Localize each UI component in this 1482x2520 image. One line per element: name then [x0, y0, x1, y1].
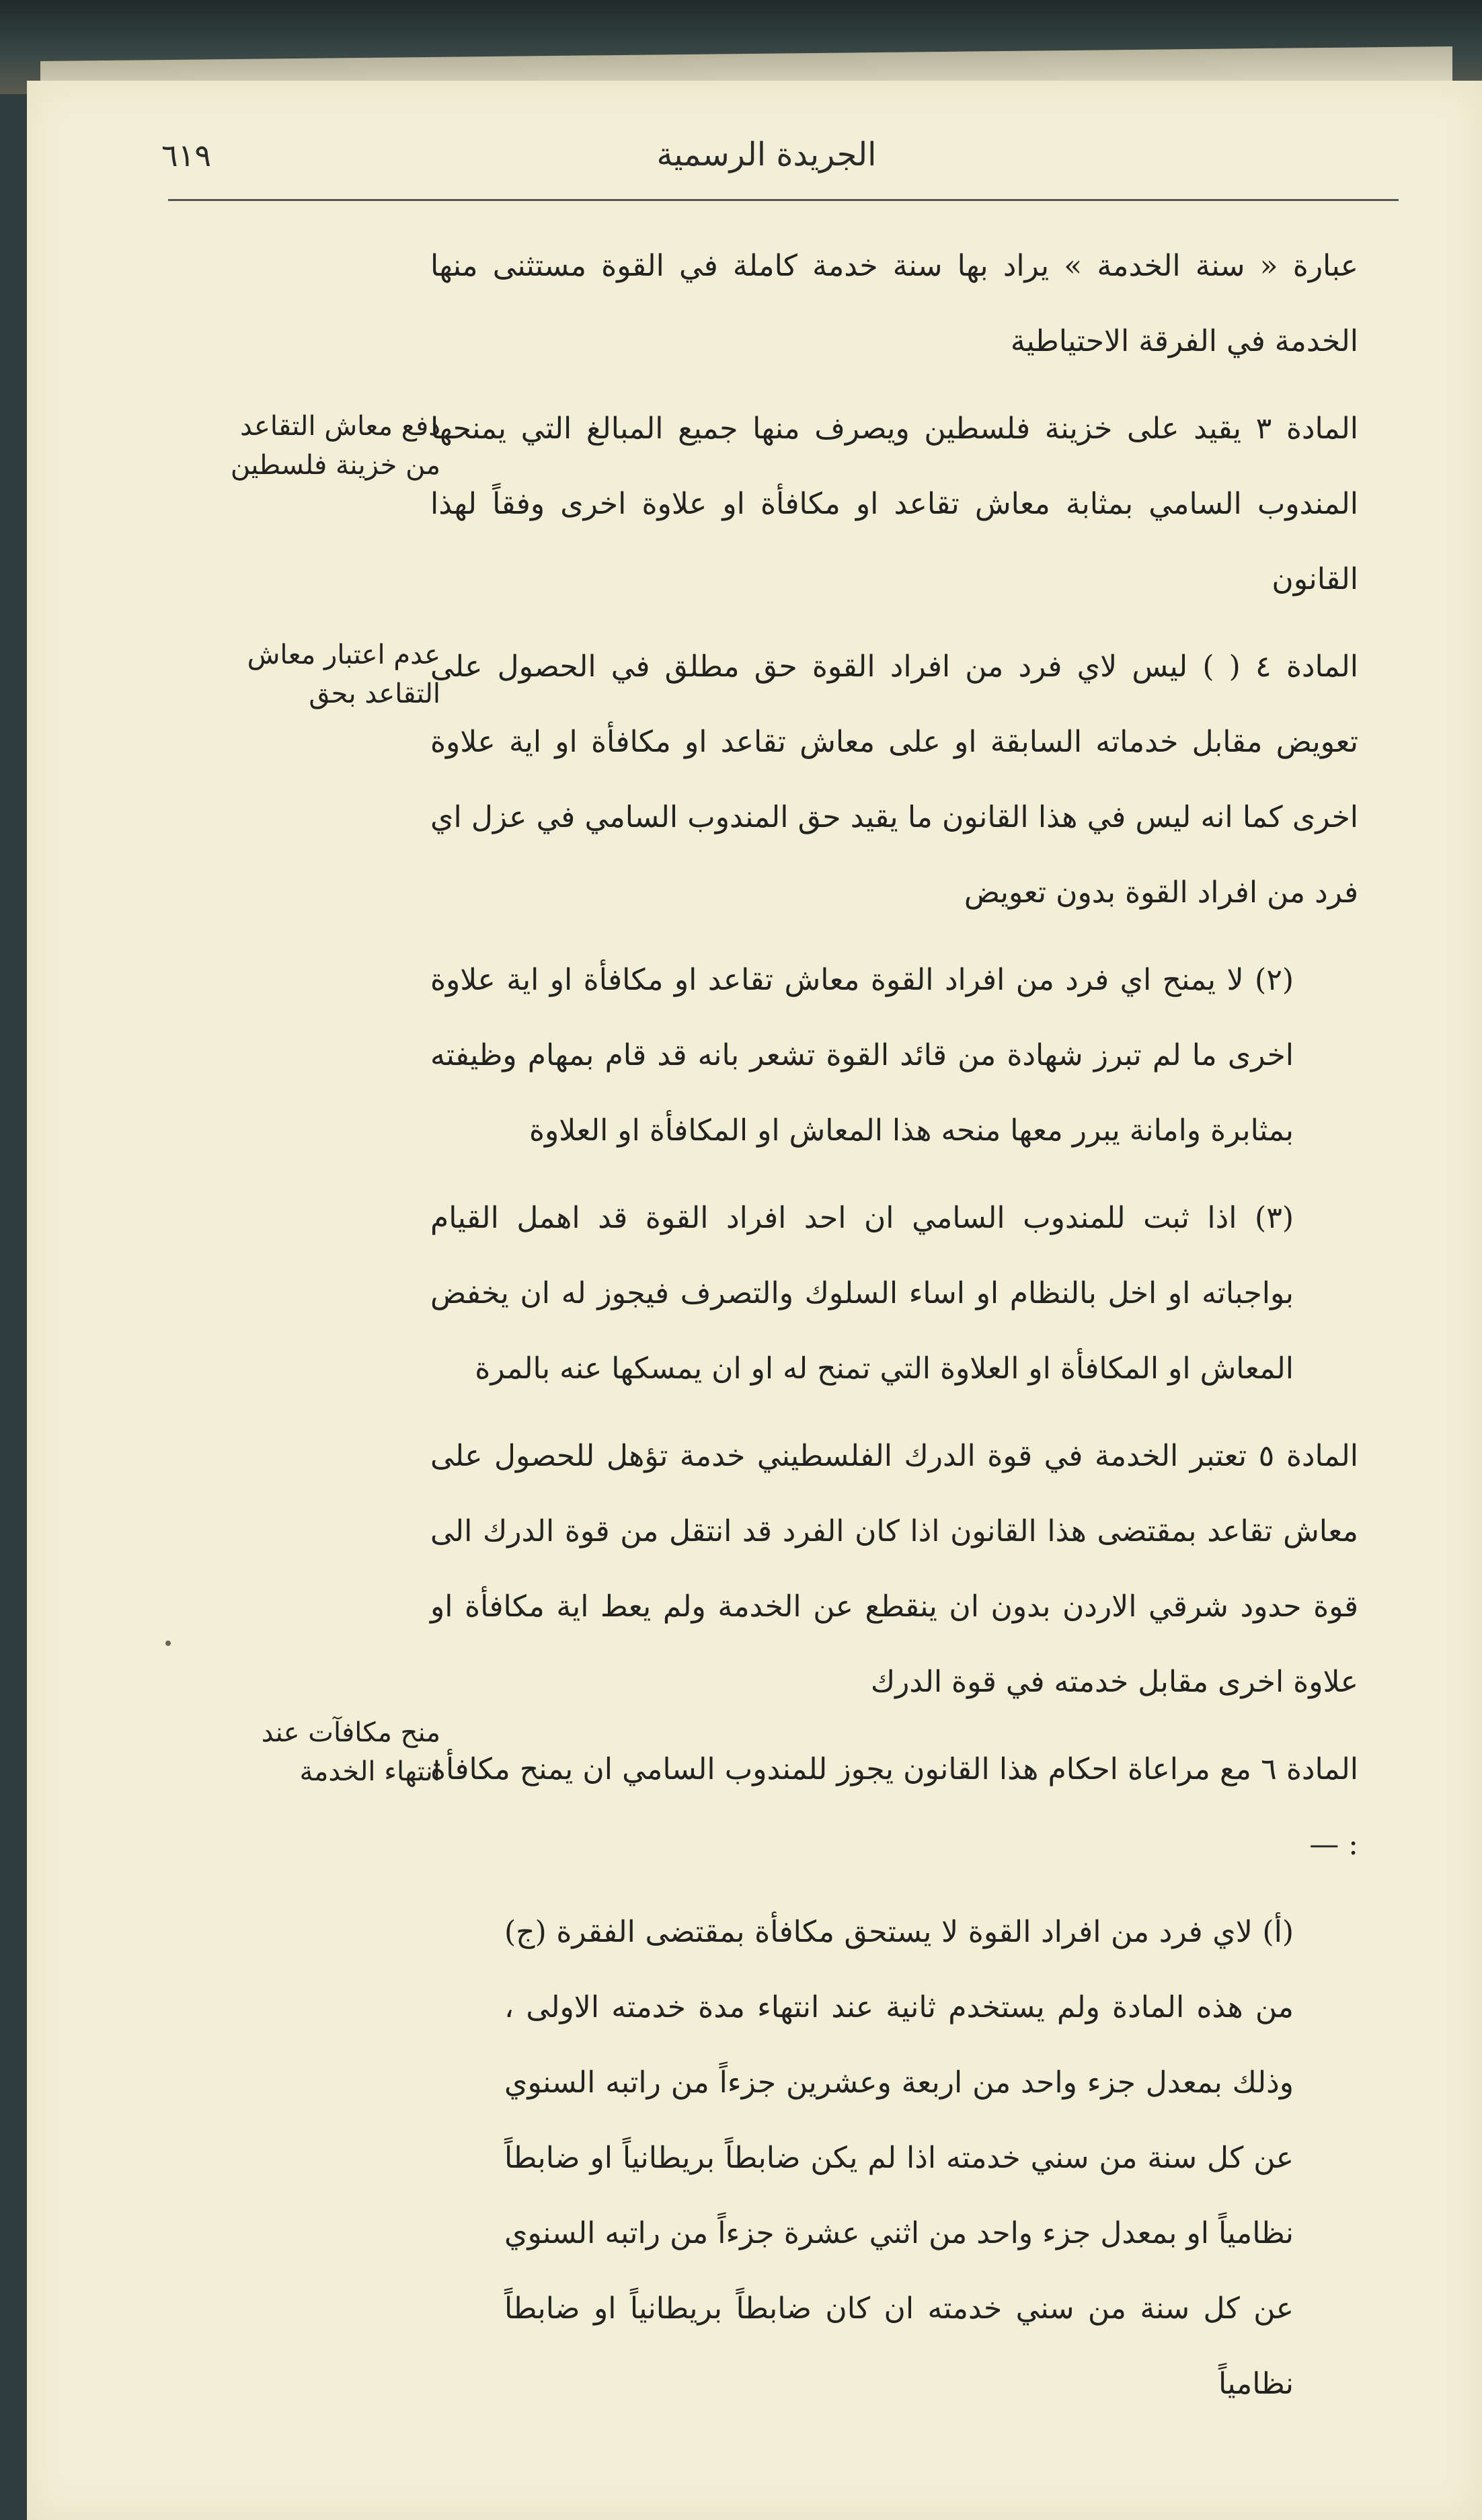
paragraph-article-4-3: (٣) اذا ثبت للمندوب السامي ان احد افراد القوة قد اهمل القيام بواجباته او اخل بالنظام او اساء السلوك والتصرف فيجوز له ان يخفض المعاش او المكافأة او العلاوة التي تمنح له او ان يمسكها عنه بالمرة [430, 1201, 1294, 1386]
newspaper-title: الجريدة الرسمية [656, 136, 877, 173]
body-text [430, 229, 1358, 2434]
margin-note-article-6: منح مكافآت عند انتهاء الخدمة [261, 1717, 440, 1787]
margin-note-article-4: عدم اعتبار معاش التقاعد بحق [247, 639, 440, 709]
paragraph-article-5: المادة ٥ تعتبر الخدمة في قوة الدرك الفلسطيني خدمة تؤهل للحصول على معاش تقاعد بمقتضى هذا القانون اذا كان الفرد قد انتقل من قوة الدرك الى قوة حدود شرقي الاردن بدون ان ينقطع عن الخدمة ولم يعط اية مكافأة او علاوة اخرى مقابل خدمته في قوة الدرك [430, 1439, 1358, 1699]
paragraph-article-6-a: (أ) لاي فرد من افراد القوة لا يستحق مكافأة بمقتضى الفقرة (ج) من هذه المادة ولم يستخدم ثانية عند انتهاء مدة خدمته الاولى ، وذلك بمعدل جزء واحد من اربعة وعشرين جزءاً من راتبه السنوي عن كل سنة من سني خدمته اذا لم يكن ضابطاً بريطانياً او ضابطاً نظامياً او بمعدل جزء واحد من اثني عشرة جزءاً من راتبه السنوي عن كل سنة من سني خدمته ان كان ضابطاً بريطانياً او ضابطاً نظامياً [504, 1915, 1294, 2401]
page-header [141, 132, 1392, 192]
paragraph-service-year-definition: عبارة « سنة الخدمة » يراد بها سنة خدمة كاملة في القوة مستثنى منها الخدمة في الفرقة الاحتياطية [430, 249, 1358, 358]
paragraph-article-4-2: (٢) لا يمنح اي فرد من افراد القوة معاش تقاعد او مكافأة او اية علاوة اخرى ما لم تبرز شهادة من قائد القوة تشعر بانه قد قام بمهام وظيفته بمثابرة وامانة يبرر معها منحه هذا المعاش او المكافأة او العلاوة [430, 963, 1294, 1148]
margin-note-article-3: دفع معاش التقاعد من خزينة فلسطين [230, 411, 440, 481]
paragraph-article-6: المادة ٦ مع مراعاة احكام هذا القانون يجوز للمندوب السامي ان يمنح مكافأة : — [430, 1752, 1358, 1862]
paragraph-article-3: المادة ٣ يقيد على خزينة فلسطين ويصرف منها جميع المبالغ التي يمنحها المندوب السامي بمثابة معاش تقاعد او مكافأة او علاوة اخرى وفقاً لهذا القانون [430, 411, 1359, 596]
paper-speck [165, 1641, 171, 1646]
header-divider [168, 199, 1399, 201]
paragraph-article-4-1: المادة ٤ ( ) ليس لاي فرد من افراد القوة حق مطلق في الحصول على تعويض مقابل خدماته السابقة او على معاش تقاعد او مكافأة او اية علاوة اخرى كما انه ليس في هذا القانون ما يقيد حق المندوب السامي في عزل اي فرد من افراد القوة بدون تعويض [430, 649, 1359, 910]
page-number: ٦١٩ [161, 137, 212, 173]
